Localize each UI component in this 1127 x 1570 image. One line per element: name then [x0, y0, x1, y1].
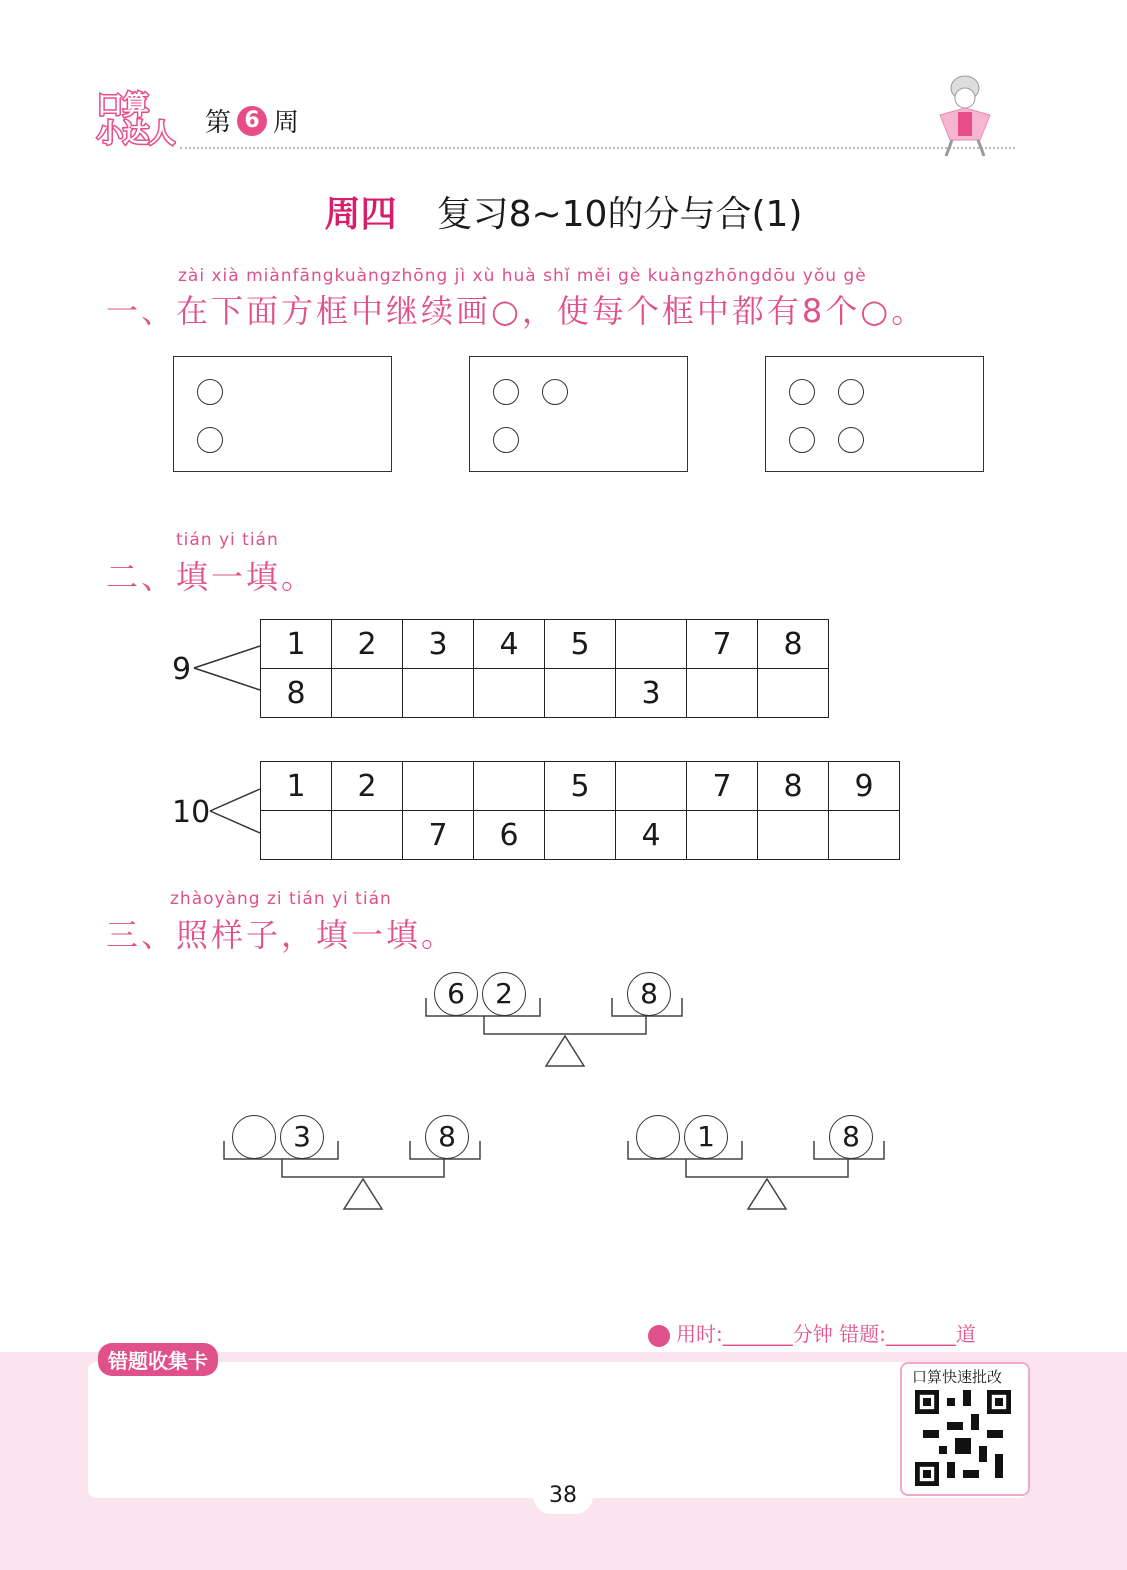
table-cell: 1: [261, 620, 332, 669]
svg-text:口算: 口算: [97, 91, 150, 121]
stopwatch-icon: [648, 1325, 670, 1347]
table-cell: 8: [758, 762, 829, 811]
balance-scale-example: [424, 970, 686, 1070]
balance-left-circle: 6: [434, 972, 478, 1016]
circle-shape: [838, 379, 864, 405]
table2-total: 10: [172, 795, 211, 830]
circle-shape: [789, 427, 815, 453]
answer-cell[interactable]: [332, 669, 403, 718]
circle-shape: [493, 379, 519, 405]
table-cell: 5: [545, 620, 616, 669]
week-indicator: [205, 102, 299, 139]
table-cell: 7: [687, 762, 758, 811]
section3-heading: 三、照样子，填一填。: [106, 916, 457, 954]
balance-answer-circle[interactable]: [232, 1115, 276, 1159]
circle-shape: [789, 379, 815, 405]
mistake-card-label: 错题收集卡: [98, 1343, 218, 1376]
week-suffix: 周: [273, 108, 300, 138]
table-cell: 4: [616, 811, 687, 860]
answer-cell[interactable]: [616, 762, 687, 811]
table-cell: 9: [829, 762, 900, 811]
table-cell: 8: [261, 669, 332, 718]
balance-left-circle: 2: [482, 972, 526, 1016]
answer-cell[interactable]: [474, 762, 545, 811]
answer-cell[interactable]: [332, 811, 403, 860]
answer-cell[interactable]: [829, 811, 900, 860]
title-text: 复习8~10的分与合(1): [436, 194, 803, 235]
table-cell: 7: [403, 811, 474, 860]
answer-cell[interactable]: [687, 669, 758, 718]
table-cell: 4: [474, 620, 545, 669]
answer-cell[interactable]: [403, 762, 474, 811]
page-number: 38: [533, 1478, 593, 1514]
answer-cell[interactable]: [687, 811, 758, 860]
week-prefix: 第: [205, 108, 232, 138]
svg-text:小达人: 小达人: [97, 119, 176, 148]
table-cell: 1: [261, 762, 332, 811]
qr-code-icon: [915, 1390, 1011, 1486]
balance-left-circle: 1: [684, 1115, 728, 1159]
table-cell: 2: [332, 762, 403, 811]
answer-cell[interactable]: [758, 669, 829, 718]
answer-cell[interactable]: [545, 811, 616, 860]
table-cell: 3: [616, 669, 687, 718]
logo-graphic: [95, 86, 185, 148]
mascot-illustration: [920, 70, 1015, 160]
circle-shape: [542, 379, 568, 405]
circle-shape: [197, 427, 223, 453]
split-lines: [192, 644, 262, 692]
answer-cell[interactable]: [403, 669, 474, 718]
drawing-box-1[interactable]: [173, 356, 392, 472]
answer-cell[interactable]: [261, 811, 332, 860]
circle-shape: [838, 427, 864, 453]
table-cell: 5: [545, 762, 616, 811]
section1-heading: 一、在下面方框中继续画○，使每个框中都有8个○。: [106, 292, 927, 330]
table-cell: 8: [758, 620, 829, 669]
week-number: 6: [237, 106, 267, 136]
answer-cell[interactable]: [616, 620, 687, 669]
section3-pinyin: zhàoyàng zi tián yi tián: [170, 889, 392, 909]
balance-right-circle: 8: [627, 972, 671, 1016]
balance-left-circle: 3: [280, 1115, 324, 1159]
header-divider: [180, 147, 1015, 149]
logo: [95, 86, 185, 148]
circle-shape: [197, 379, 223, 405]
section1-pinyin: zài xià miànfāngkuàngzhōng jì xù huà shǐ měi gè kuàngzhōngdōu yǒu gè: [178, 266, 867, 286]
timer-text: 用时:_______分钟 错题:_______道: [676, 1322, 976, 1346]
answer-cell[interactable]: [758, 811, 829, 860]
split-lines: [208, 787, 262, 835]
balance-answer-circle[interactable]: [636, 1115, 680, 1159]
split-table-9: [260, 619, 829, 718]
qr-label: 口算快速批改: [912, 1368, 1003, 1386]
timer-line: [648, 1318, 976, 1347]
balance-scale-2: [222, 1113, 484, 1213]
drawing-box-3[interactable]: [765, 356, 984, 472]
circle-shape: [493, 427, 519, 453]
table-cell: 2: [332, 620, 403, 669]
section2-pinyin: tián yi tián: [176, 530, 279, 550]
balance-scale-3: [626, 1113, 888, 1213]
balance-right-circle: 8: [829, 1115, 873, 1159]
drawing-box-2[interactable]: [469, 356, 688, 472]
split-table-10: [260, 761, 900, 860]
table-cell: 7: [687, 620, 758, 669]
table1-total: 9: [172, 652, 192, 687]
section2-heading: 二、填一填。: [106, 558, 317, 596]
answer-cell[interactable]: [474, 669, 545, 718]
title-day: 周四: [324, 194, 397, 235]
table-cell: 3: [403, 620, 474, 669]
balance-right-circle: 8: [425, 1115, 469, 1159]
page-title: [0, 186, 1127, 237]
table-cell: 6: [474, 811, 545, 860]
answer-cell[interactable]: [545, 669, 616, 718]
